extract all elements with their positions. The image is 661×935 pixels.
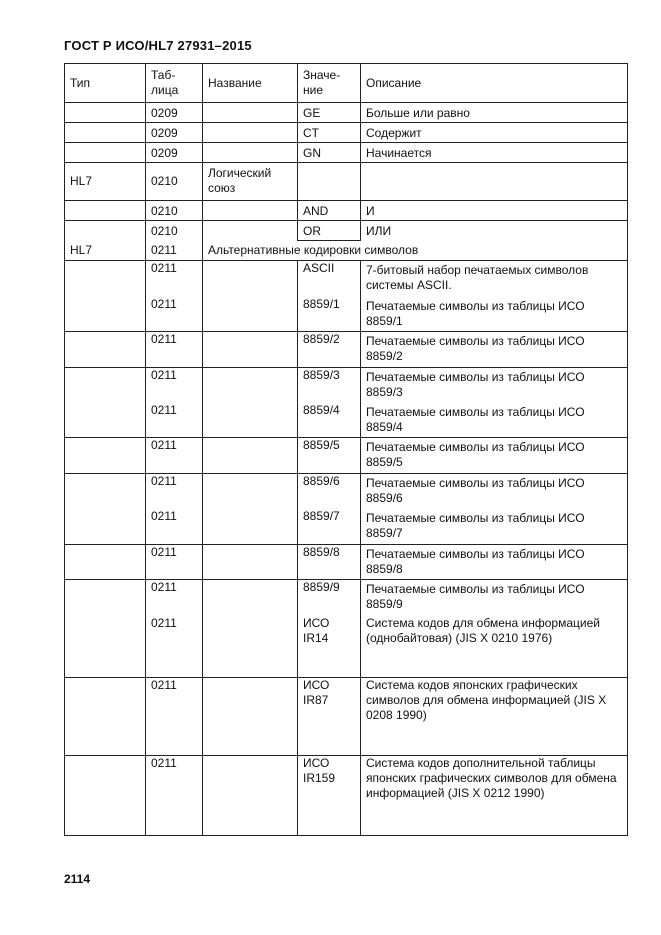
cell-name: [203, 474, 298, 509]
cell-name: [203, 580, 298, 616]
cell-type: [65, 403, 146, 438]
cell-description: Печатаемые символы из таблицы ИСО 8859/3: [361, 368, 628, 403]
cell-table: 0211: [146, 403, 203, 438]
cell-type: [65, 297, 146, 332]
cell-description: Система кодов японских графических символов для обмена информацией (JIS X 0208 1990): [361, 678, 628, 756]
cell-table: 0211: [146, 368, 203, 403]
table-row: [65, 143, 628, 163]
cell-description: Больше или равно: [361, 103, 628, 123]
cell-description: Содержит: [361, 123, 628, 143]
cell-type: [65, 261, 146, 297]
cell-name: [203, 221, 298, 241]
cell-type: [65, 545, 146, 580]
cell-name: [203, 678, 298, 756]
cell-name: [203, 103, 298, 123]
cell-name: [203, 756, 298, 836]
table-row: [65, 403, 628, 438]
table-row: [65, 297, 628, 332]
cell-description: Печатаемые символы из таблицы ИСО 8859/7: [361, 509, 628, 545]
cell-description: Печатаемые символы из таблицы ИСО 8859/9: [361, 580, 628, 616]
cell-name: [203, 201, 298, 221]
cell-name: [203, 616, 298, 678]
column-header-value: Значе- ние: [298, 64, 361, 103]
cell-description: [361, 163, 628, 201]
cell-name: [203, 143, 298, 163]
cell-table: 0210: [146, 163, 203, 201]
cell-description: Система кодов дополнительной таблицы японских графических символов для обмена информацией (JIS X 0212 1990): [361, 756, 628, 836]
table-row: [65, 163, 628, 201]
cell-name: [203, 123, 298, 143]
column-header-description: Описание: [361, 64, 628, 103]
cell-span-title: Альтернативные кодировки символов: [203, 241, 628, 261]
cell-value: GE: [298, 103, 361, 123]
cell-description: 7-битовый набор печатаемых символов системы ASCII.: [361, 261, 628, 297]
table-row: [65, 756, 628, 836]
cell-table: 0211: [146, 297, 203, 332]
cell-value: 8859/4: [298, 403, 361, 438]
cell-value: [298, 163, 361, 201]
cell-description: Начинается: [361, 143, 628, 163]
cell-type: [65, 678, 146, 756]
table-row: [65, 221, 628, 241]
table-row: [65, 678, 628, 756]
cell-name: [203, 545, 298, 580]
cell-name: [203, 261, 298, 297]
cell-table: 0209: [146, 143, 203, 163]
cell-type: [65, 616, 146, 678]
cell-table: 0211: [146, 474, 203, 509]
page-number: 2114: [64, 872, 91, 886]
table-row: [65, 474, 628, 509]
cell-table: 0211: [146, 545, 203, 580]
cell-table: 0209: [146, 103, 203, 123]
table-row: [65, 241, 628, 261]
cell-value: ASCII: [298, 261, 361, 297]
table-row: [65, 332, 628, 368]
cell-type: [65, 201, 146, 221]
cell-table: 0211: [146, 756, 203, 836]
cell-type: [65, 509, 146, 545]
cell-name: [203, 403, 298, 438]
cell-table: 0211: [146, 332, 203, 368]
table-row: [65, 438, 628, 474]
document-header: ГОСТ Р ИСО/HL7 27931–2015: [64, 38, 252, 53]
table-row: [65, 509, 628, 545]
cell-name: Логический союз: [203, 163, 298, 201]
cell-type: [65, 474, 146, 509]
cell-name: [203, 332, 298, 368]
cell-type: HL7: [65, 163, 146, 201]
cell-value: ИСО IR87: [298, 678, 361, 756]
table-row: [65, 580, 628, 616]
cell-type: [65, 123, 146, 143]
cell-value: ИСО IR159: [298, 756, 361, 836]
cell-value: 8859/6: [298, 474, 361, 509]
cell-name: [203, 368, 298, 403]
cell-value: 8859/9: [298, 580, 361, 616]
cell-table: 0211: [146, 509, 203, 545]
cell-description: Печатаемые символы из таблицы ИСО 8859/1: [361, 297, 628, 332]
cell-value: 8859/1: [298, 297, 361, 332]
table-row: [65, 123, 628, 143]
cell-description: Печатаемые символы из таблицы ИСО 8859/4: [361, 403, 628, 438]
cell-value: 8859/3: [298, 368, 361, 403]
column-header-type: Тип: [65, 64, 146, 103]
cell-value: 8859/7: [298, 509, 361, 545]
cell-description: Система кодов для обмена информацией (однобайтовая) (JIS X 0210 1976): [361, 616, 628, 678]
cell-type: [65, 103, 146, 123]
cell-value: GN: [298, 143, 361, 163]
cell-table: 0210: [146, 221, 203, 241]
cell-table: 0211: [146, 616, 203, 678]
table-row: [65, 545, 628, 580]
cell-table: 0211: [146, 241, 203, 261]
cell-table: 0211: [146, 678, 203, 756]
cell-description: Печатаемые символы из таблицы ИСО 8859/2: [361, 332, 628, 368]
cell-type: [65, 580, 146, 616]
cell-description: Печатаемые символы из таблицы ИСО 8859/6: [361, 474, 628, 509]
table-row: [65, 103, 628, 123]
cell-value: CT: [298, 123, 361, 143]
table-row: [65, 261, 628, 297]
cell-type: [65, 368, 146, 403]
cell-table: 0211: [146, 580, 203, 616]
cell-type: [65, 438, 146, 474]
cell-table: 0211: [146, 438, 203, 474]
cell-name: [203, 438, 298, 474]
table-row: [65, 616, 628, 678]
cell-value: 8859/8: [298, 545, 361, 580]
cell-table: 0211: [146, 261, 203, 297]
cell-description: ИЛИ: [361, 221, 628, 241]
cell-value: ИСО IR14: [298, 616, 361, 678]
column-header-table: Таб- лица: [146, 64, 203, 103]
cell-name: [203, 297, 298, 332]
cell-description: Печатаемые символы из таблицы ИСО 8859/5: [361, 438, 628, 474]
cell-description: Печатаемые символы из таблицы ИСО 8859/8: [361, 545, 628, 580]
cell-table: 0209: [146, 123, 203, 143]
cell-type: [65, 221, 146, 241]
cell-type: [65, 143, 146, 163]
cell-name: [203, 509, 298, 545]
table-row: [65, 368, 628, 403]
cell-value: OR: [298, 221, 361, 241]
table-row: [65, 201, 628, 221]
code-table: [64, 63, 628, 836]
cell-type: HL7: [65, 241, 146, 261]
cell-type: [65, 332, 146, 368]
cell-value: 8859/5: [298, 438, 361, 474]
cell-value: 8859/2: [298, 332, 361, 368]
cell-table: 0210: [146, 201, 203, 221]
cell-value: AND: [298, 201, 361, 221]
table-header-row: [65, 64, 628, 103]
cell-description: И: [361, 201, 628, 221]
column-header-name: Название: [203, 64, 298, 103]
cell-type: [65, 756, 146, 836]
